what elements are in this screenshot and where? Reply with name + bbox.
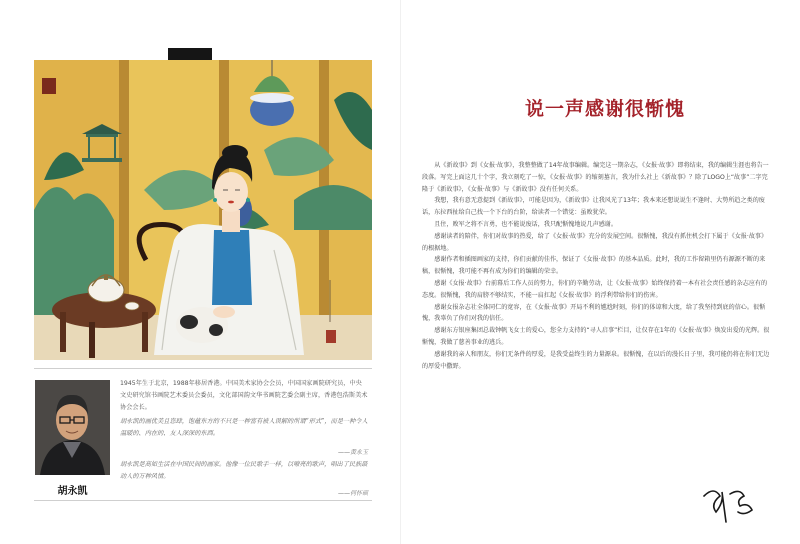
artist-portrait-photo [35,380,110,475]
bottom-divider [34,500,372,501]
paragraph: 从《新故事》到《女报·故事》，我整整做了14年故事编辑。编完这一期杂志，《女报·故事》即将结束，我的编辑生涯也将告一段落。写完上面这几十个字，我立刻吃了一惊，《女报·故事》的缩刻墓言，我为什么社上《新故事》？除了LOGO上“故事”二字完隆于《新故事》，《女报·故事》与《新故事》没有任何关系。 [422,162,769,193]
paragraph: 感谢东方银座集团总裁钟帆飞女士的爱心，您全力支持的“寻人启事”栏目，让仅存在1年的《女报·故事》焕发出爱的光辉。很惭愧，我做了慈善事业的逃兵。 [422,327,770,346]
editorial-body [422,160,772,372]
quote-attribution-1: ——黄永玉 [337,449,368,456]
paragraph: 且住，败军之将不言勇，也不能说废话，我只配惭愧地说几声感谢。 [434,220,617,228]
paragraph: 感谢《女报·故事》台前幕后工作人员的努力，你们的辛勤劳动，让《女报·故事》始终保持着一本有社会责任感的杂志应有的态度。很惭愧，我的肩膀不够结实，不能一肩扛起《女报·故事》的浮利带给你们的伤害。 [422,279,768,299]
handwritten-signature [700,482,760,526]
critic-quote-2: 胡永凯是高如生活在中国民间的画家。他像一位民歌手一样，以嘹亮的歌声，唱出了民族最动人的万种风情。 [120,461,368,480]
critic-quote-1: 胡永凯的画优美且恣肆，饱蕴东方的不只是一种富有被人误解的所谓“形式”，而是一种令人温暖的、内在的、友人深深的东西。 [120,418,368,437]
page-title: 说一声感谢很惭愧 [524,98,685,120]
paragraph: 感谢我的亲人和朋友，你们无条件的厚爱，是我受益终生的力量源泉。很惭愧，在以后的漫长日子里，我可能仍将在你们无边的厚爱中撒野。 [422,350,770,370]
paragraph: 感谢作者和插图画家的支持，你们贡献的佳作，保证了《女报·故事》的基本品质。此时，我的工作留箱里仍有源源不断的来稿，很惭愧，我可能不再有成为你们的编辑的荣幸。 [422,256,766,276]
paragraph: 我想，我有意无意提到《新故事》，可能是因为，《新故事》让我风光了13年；我本来还想说说生不逢时、大势所趋之类的废话，东拉西扯给自己找一个下台的台阶，给读者一个错觉：虽败犹荣。 [422,197,765,217]
artist-name: 胡永凯 [57,486,88,497]
figure-painting [34,60,372,360]
header-tab-bar [168,48,212,60]
page-fold [400,0,401,544]
artist-bio: 1945年生于北京，1988年移居香港。中国美术家协会会员，中国国家画院研究员，中央文史研究馆书画院艺术委员会委员，文化部国韵文华书画院艺委会副主席，香港包浩斯美术协会会长。 [120,380,368,411]
section-divider [34,368,372,369]
quote-attribution-2: ——何怀硕 [337,490,368,497]
paragraph: 感谢读者的陪伴，你们对故事的热爱，给了《女报·故事》充分的发展空间。很惭愧，我没有抓住机会打下属于《女报·故事》的根据地。 [422,232,768,252]
paragraph: 感谢女报杂志社全体同仁的宽容，在《女报·故事》开局不利的尴尬时刻，你们的体谅和大度，给了我坚持到底的信心。很惭愧，我辜负了你们对我的信任。 [422,303,766,323]
